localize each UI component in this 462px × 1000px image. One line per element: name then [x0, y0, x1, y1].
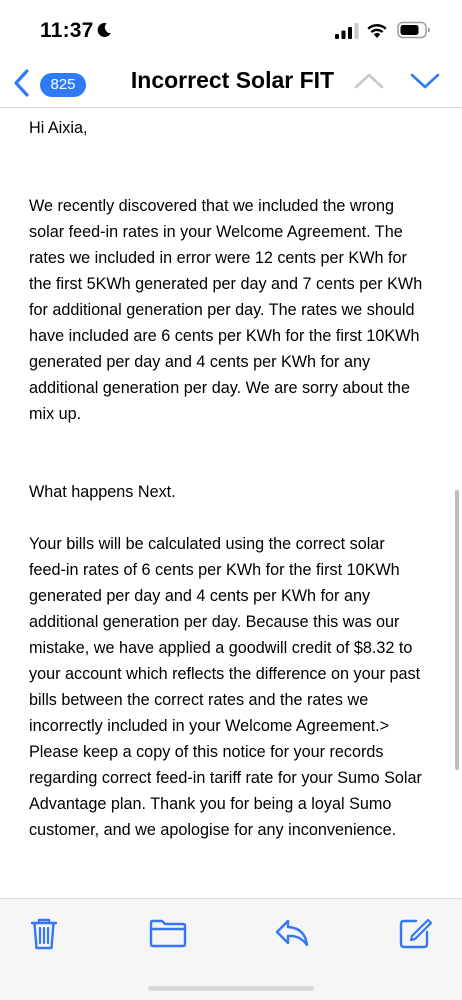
status-bar — [0, 0, 462, 58]
back-button[interactable] — [6, 62, 90, 102]
chevron-left-icon — [12, 68, 32, 98]
chevron-up-icon — [352, 66, 386, 96]
status-time: 11:37 — [40, 19, 94, 42]
message-body — [29, 108, 439, 898]
reply-button[interactable] — [272, 915, 312, 951]
trash-icon — [24, 915, 64, 951]
next-message-button[interactable] — [408, 66, 442, 96]
message-paragraph: We recently discovered that we included the wrong solar feed-in rates in your Welcome Agreement. The rates we included in error were 12 cents per KWh for the first 5KWh generated per day and 7 cents per KWh for additional generation per day. The rates we should have included are 6 cents per KWh for the first 10KWh generated per day and 4 cents per KWh for any additional generation per day. We are sorry about the mix up. — [29, 197, 423, 423]
trash-button[interactable] — [24, 915, 64, 951]
message-paragraph: Your bills will be calculated using the correct solar feed-in rates of 6 cents per KWh for the first 10KWh generated per day and 4 cents per KWh for any additional generation per day. Because this was our mistake, we have applied a goodwill credit of $8.32 to your account which reflects the difference on your past bills between the correct rates and the rates we incorrectly included in your Welcome Agreement.> Please keep a copy of this notice for your records regarding correct feed-in tariff rate for your Sumo Solar Advantage plan. Thank you for being a loyal Sumo customer, and we apologise for any inconvenience. — [29, 535, 422, 839]
moon-icon — [96, 22, 112, 38]
folder-icon — [148, 915, 188, 951]
battery-icon — [397, 21, 431, 39]
bottom-toolbar — [0, 898, 462, 1000]
move-to-folder-button[interactable] — [148, 915, 188, 951]
navigation-bar — [0, 58, 462, 108]
message-greeting: Hi Aixia, — [29, 119, 88, 137]
chevron-down-icon — [408, 66, 442, 96]
compose-icon — [396, 915, 436, 951]
cellular-signal-icon — [335, 23, 359, 39]
home-indicator — [148, 986, 314, 991]
compose-button[interactable] — [396, 915, 436, 951]
message-heading: What happens Next. — [29, 483, 176, 501]
reply-icon — [272, 915, 312, 951]
unread-count-badge: 825 — [40, 73, 86, 97]
previous-message-button[interactable] — [352, 66, 386, 96]
wifi-icon — [366, 21, 388, 39]
scroll-indicator[interactable] — [455, 490, 459, 770]
message-subject: Incorrect Solar FIT — [130, 67, 335, 93]
